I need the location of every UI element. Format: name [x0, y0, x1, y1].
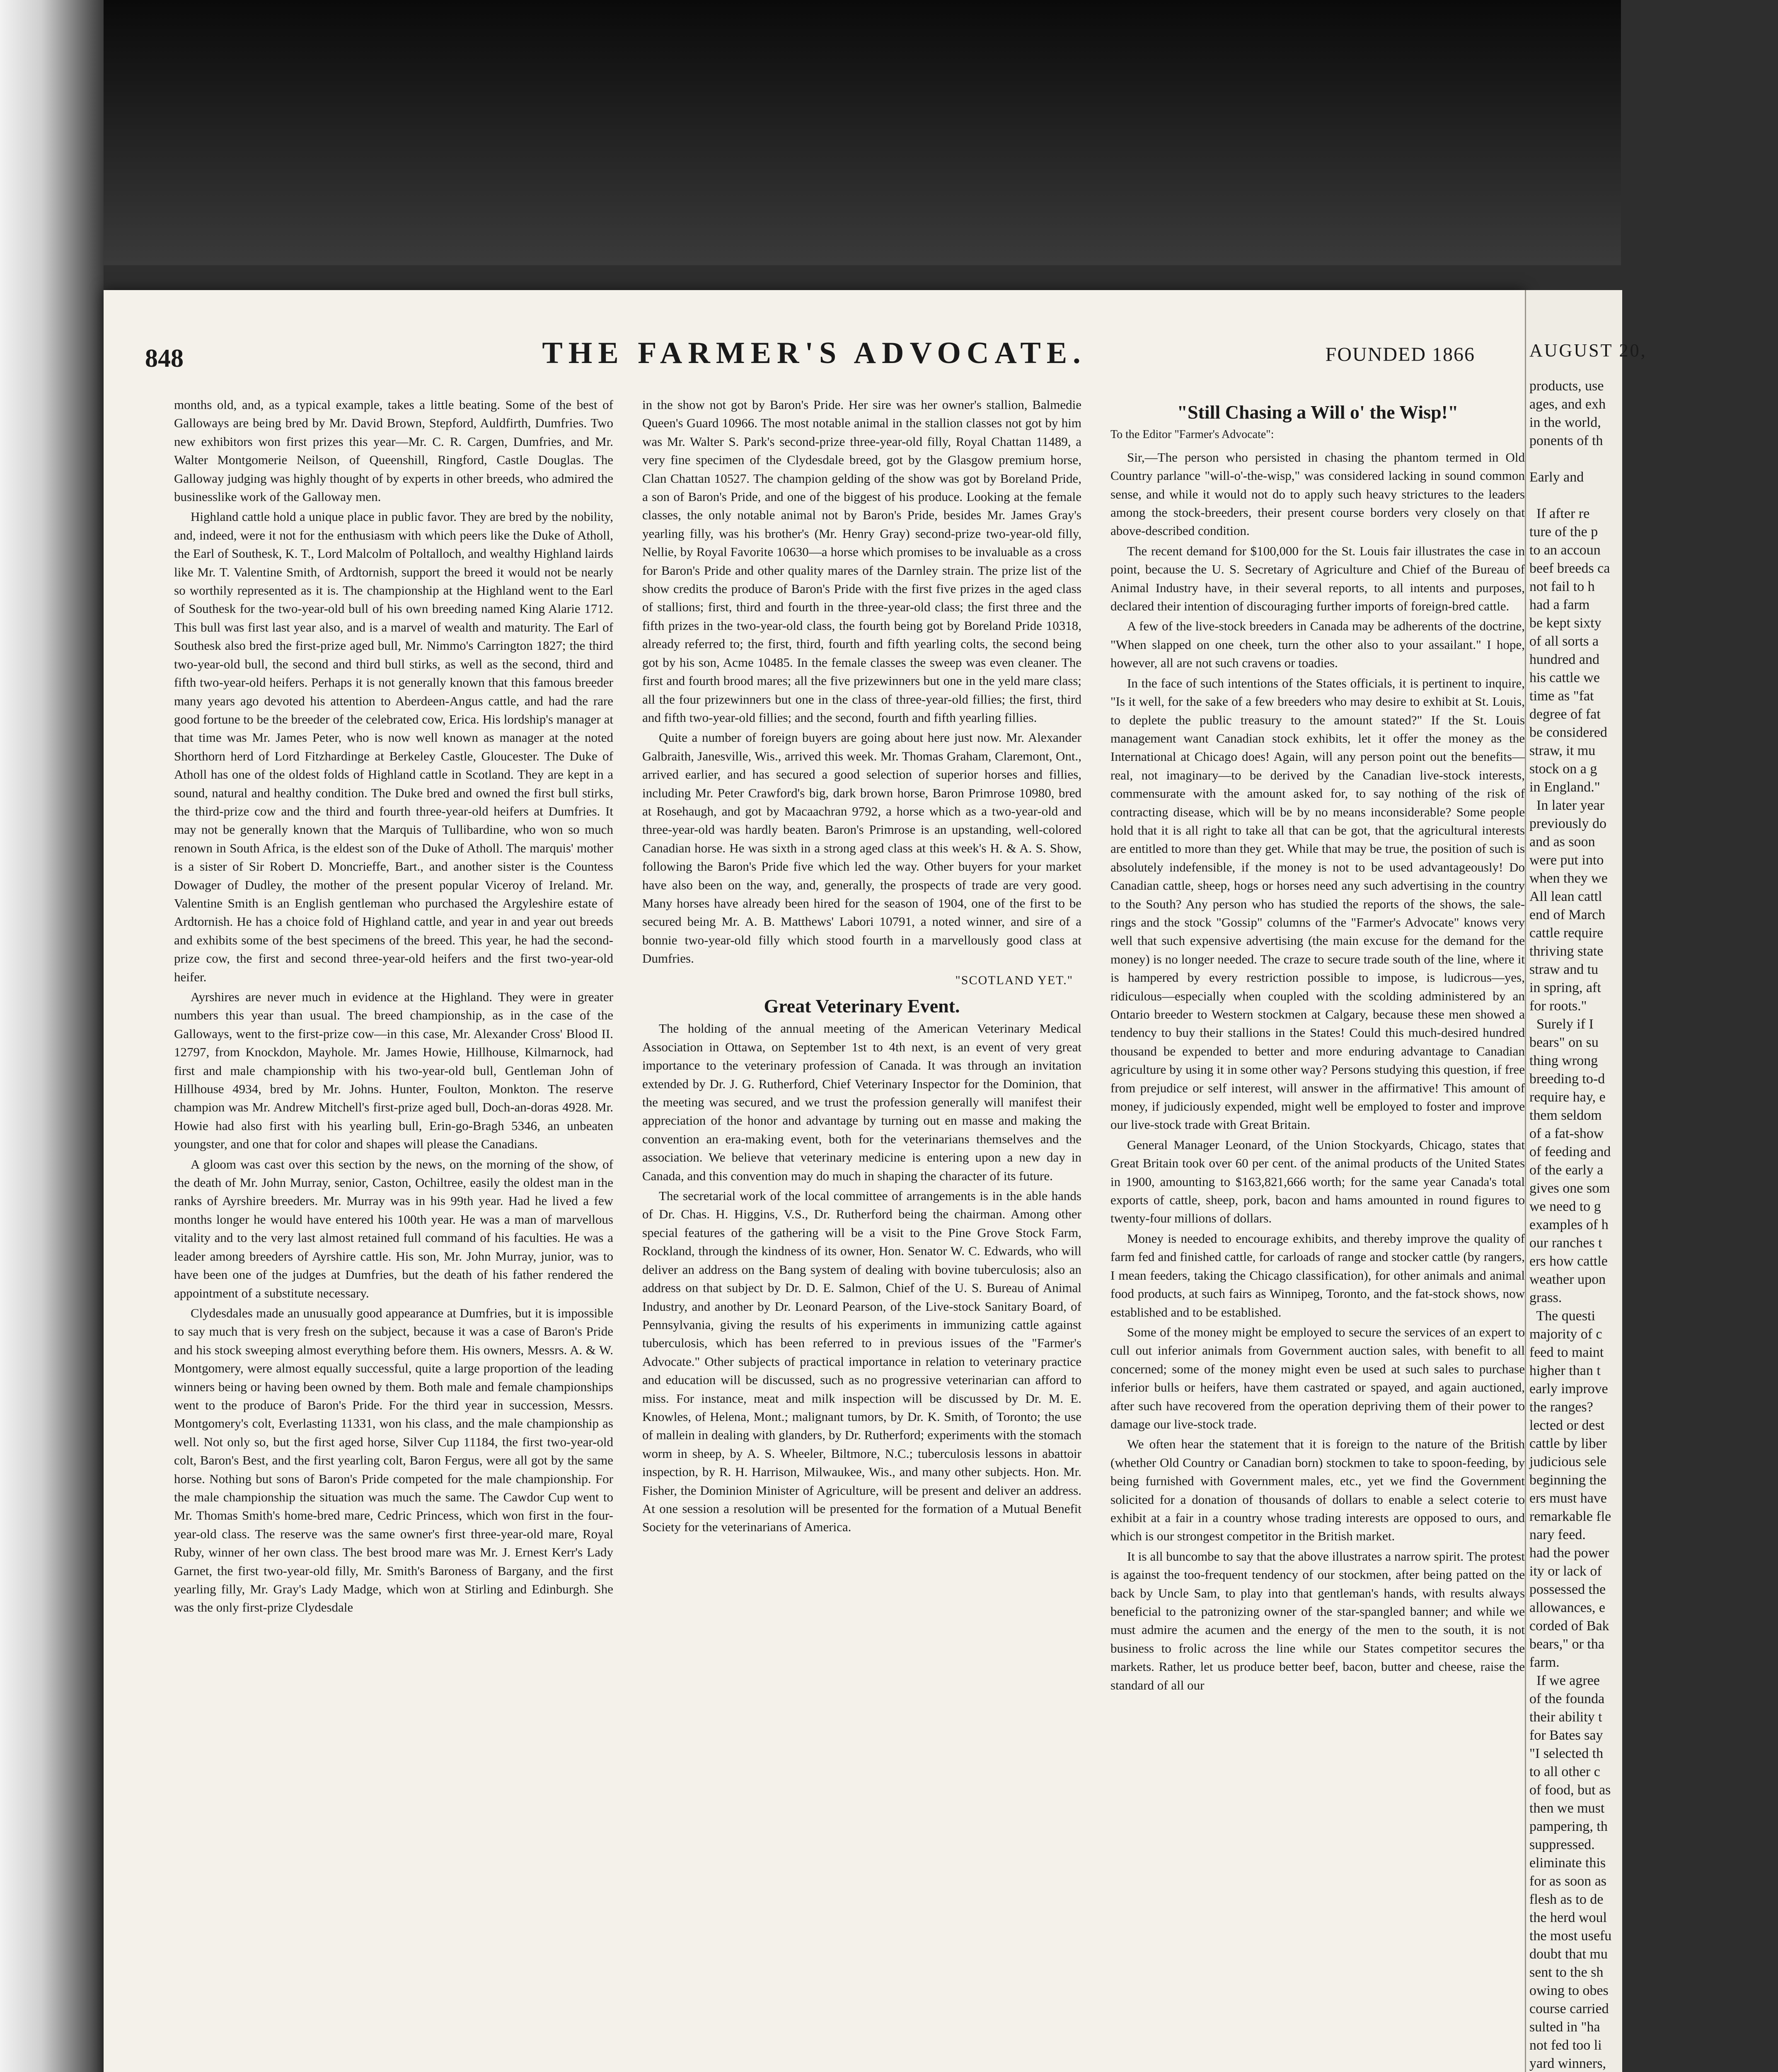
page-number: 848 [145, 344, 184, 373]
paragraph: A gloom was cast over this section by the news, on the morning of the show, of the death of Mr. John Murray, senior, Caston, Ochiltree, easily the oldest man in the ranks of Ayrshire breeders. Mr. Murray was in his 99th year. Had he lived a few months longer he would have entered his 100th year. He was a man of marvellous vitality and to the very last almost retained full command of his faculties. He was a leader among breeders of Ayrshire cattle. His son, Mr. John Murray, junior, was to have been one of the judges at Dumfries, but the death of his father rendered the appointment of a substitute necessary. [174, 1157, 613, 1300]
paragraph: General Manager Leonard, of the Union Stockyards, Chicago, states that Great Britain took over 60 per cent. of the animal products of the United States in 1900, amounting to $163,821,666 worth; for the same year Canada's total exports of cattle, sheep, pork, bacon and hams amounted in round figures to twenty-four millions of dollars. [1110, 1137, 1525, 1226]
paragraph: in the show not got by Baron's Pride. Her sire was her owner's stallion, Balmedie Queen's Guard 10966. The most notable animal in the stallion classes not got by him was Mr. Walter S. Park's second-prize three-year-old filly, Royal Chattan 11489, a very fine specimen of the Clydesdale breed, got by the Glasgow premium horse, Clan Chattan 10527. The champion gelding of the show was got by Boreland Pride, a son of Baron's Pride, and one of the biggest of his produce. Looking at the female classes, the only notable animal not by Baron's Pride, besides Mr. James Gray's yearling filly, was his brother's (Mr. Henry Gray) second-prize two-year-old filly, Nellie, by Royal Favorite 10630—a horse which promises to be invaluable as a cross for Baron's Pride and other quality mares of the Darnley strain. The prize list of the show credits the produce of Baron's Pride with the first five prizes in the aged class of stallions; first, third and fourth in the three-year-old class; the first three and the fifth prizes in the two-year-old class, the fourth being got by Boreland Pride 10318, already referred to; the first, third, fourth and fifth yearling colts, the second being got by his son, Acme 10485. In the female classes the sweep was even cleaner. The first and fourth brood mares; all the five prizewinners but one in the yeld mare class; all the four prizewinners but one in the class of three-year-old fillies; the first, third and fifth two-year-old fillies; and the second, fourth and fifth yearling fillies. [642, 397, 1081, 725]
column-1 [174, 396, 613, 2072]
paragraph: In the face of such intentions of the States officials, it is pertinent to inquire, "Is it well, for the sake of a few breeders who may desire to exhibit at St. Louis, to deplete the public treasury to the amount stated?" If the St. Louis management want Canadian stock exhibits, let it offer the money as the International at Chicago does! Again, will any person point out the benefits—real, not imaginary—to be derived by the Canadian live-stock interests, commensurate with the amount asked for, to say nothing of the risk of contracting disease, which will be by no means inconsiderable? Some people hold that it is all right to take all that can be got, that the agricultural interests are entitled to more than they get. While that may be true, the position of such is absolutely indefensible, if the money is not to be used advantageously! Do Canadian cattle, sheep, hogs or horses need any such advertising in the country to the South? Any person who has studied the reports of the shows, the sale-rings and the stock "Gossip" columns of the "Farmer's Advocate" knows very well that such expensive advertising (the main excuse for the demand for the money) is no longer needed. The craze to secure trade south of the line, where it is hampered by every restriction possible to impose, is ludicrous—yes, ridiculous—especially when coupled with the scolding administered by an Ontario breeder to Western stockmen at Calgary, because these men showed a tendency to buy their stallions in the States! Could this much-desired hundred thousand be expended to better and more enduring advantage to Canadian agriculture by using it in some other way? Persons studying this question, if free from prejudice or self interest, will answer in the affirmative! This amount of money, if judiciously expended, might well be employed to foster and improve our live-stock trade with Great Britain. [1110, 675, 1525, 1132]
paragraph: Clydesdales made an unusually good appearance at Dumfries, but it is impossible to say much that is very fresh on the subject, because it was a case of Baron's Pride and his stock sweeping almost everything before them. His owners, Messrs. A. & W. Montgomery, were almost equally successful, quite a large proportion of the leading winners being or having been owned by them. Both male and female championships went to the produce of Baron's Pride. For the third year in succession, Messrs. Montgomery's colt, Everlasting 11331, won his class, and the male championship as well. Not only so, but the first aged horse, Silver Cup 11184, the first two-year-old colt, Baron's Best, and the first yearling colt, Baron Fergus, were all got by the same horse. Nothing but sons of Baron's Pride competed for the male championship. For the male championship the situation was much the same. The Cawdor Cup went to Mr. Thomas Smith's home-bred mare, Cedric Princess, which won first in the four-year-old class. The reserve was the same owner's first three-year-old mare, Royal Ruby, winner of her own class. The best brood mare was Mr. J. Ernest Kerr's Lady Garnet, the first two-year-old filly, Mr. Smith's Baroness of Bargany, and the first yearling filly, Mr. Gray's Lady Madge, which won at Stirling and Edinburgh. She was the only first-prize Clydesdale [174, 1305, 613, 1615]
paragraph: The holding of the annual meeting of the American Veterinary Medical Association in Ottawa, on September 1st to 4th next, is an event of very great importance to the veterinary profession of Canada. It was through an invitation extended by Dr. J. G. Rutherford, Chief Veterinary Inspector for the Dominion, that the meeting was secured, and we trust the profession generally will manifest their appreciation of the honor and advantage by turning out en masse and making the convention an era-making event, both for the veterinarians themselves and the association. We believe that veterinary medicine is entering upon a new day in Canada, and this convention may do much in shaping the character of its future. [642, 1021, 1081, 1183]
paragraph: months old, and, as a typical example, takes a little beating. Some of the best of Galloways are being bred by Mr. David Brown, Stepford, Auldfirth, Dumfries. Two new exhibitors won first prizes this year—Mr. C. R. Cargen, Dumfries, and Mr. Walter Montgomerie Neilson, of Queenshill, Ringford, Castle Douglas. The Galloway judging was highly thought of by experts in other breeds, who admired the businesslike work of the Galloway men. [174, 397, 613, 504]
paragraph: Quite a number of foreign buyers are going about here just now. Mr. Alexander Galbraith, Janesville, Wis., arrived this week. Mr. Thomas Graham, Claremont, Ont., arrived earlier, and has secured a good selection of superior horses and fillies, including Mr. Peter Crawford's big, dark brown horse, Baron Primrose 10980, bred at Rosehaugh, and got by Macaachran 9792, a horse which as a two-year-old and three-year-old was hardly beaten. Baron's Primrose is an upstanding, well-colored Canadian horse. He was sixth in a strong aged class at this week's H. & A. S. Show, following the Baron's Pride five which led the way. Other buyers for your market have also been on the way, and, generally, the prospects of trade are very good. Many horses have already been hired for the season of 1904, one of the first to be secured being Mr. A. B. Matthews' Labori 10791, a noted winner, and sire of a bonnie two-year-old filly which stood fourth in a marvellously good class at Dumfries. [642, 730, 1081, 966]
paragraph: We often hear the statement that it is foreign to the nature of the British (whether Old Country or Canadian born) stockmen to take to spoon-feeding, by being furnished with Government males, etc., yet we find the Government solicited for a donation of thousands of dollars to enable a select coterie to exhibit at a fair in a country whose trading interests are opposed to ours, and which is our strongest competitor in the British market. [1110, 1437, 1525, 1544]
paragraph: Ayrshires are never much in evidence at the Highland. They were in greater numbers this year than usual. The breed championship, as in the case of the Galloways, went to the first-prize cow—in this case, Mr. Alexander Cross' Blood II. 12797, from Knockdon, Mayhole. Mr. James Howie, Hillhouse, Kilmarnock, had first and male championship with his two-year-old bull, Gentleman John of Hillhouse 4934, bred by Mr. Johns. Hunter, Foulton, Monkton. The reserve champion was Mr. Andrew Mitchell's first-prize aged bull, Doch-an-doras 4928. Mr. Howie had also first with his yearling bull, Erin-go-Bragh 5346, an unbeaten youngster, and one that for color and shapes will please the Canadians. [174, 990, 613, 1152]
column-3 [1110, 396, 1525, 2072]
newspaper-page [104, 290, 1525, 2072]
paragraph: Some of the money might be employed to secure the services of an expert to cull out inferior animals from Government auction sales, with benefit to all concerned; some of the money might even be used at such sales to purchase inferior bulls or heifers, have them castrated or spayed, and again auctioned, after such have recovered from the operation depriving them of their power to damage our live-stock trade. [1110, 1324, 1525, 1431]
paragraph: Highland cattle hold a unique place in public favor. They are bred by the nobility, and, indeed, were it not for the enthusiasm with which peers like the Duke of Atholl, the Earl of Southesk, K. T., Lord Malcolm of Poltalloch, and wealthy Highland lairds like Mr. T. Valentine Smith, of Ardtornish, support the breed it would not be nearly so worthily represented as it is. The championship at the Highland went to the Earl of Southesk for the two-year-old bull of his own breeding named King Alarie 1712. This bull was first last year also, and is a marvel of wealth and maturity. The Earl of Southesk also bred the first-prize aged bull, Mr. Nimmo's Carrington 1827; the third two-year-old bull, the second and third bull stirks, as well as the second, third and fifth two-year-old heifers. Perhaps it is not generally known that this famous breeder many years ago devoted his attention to Aberdeen-Angus cattle, and had the rare good fortune to be the breeder of the celebrated cow, Erica. His lordship's manager at that time was Mr. James Peter, who is now well known as manager at the noted Shorthorn herd of Lord Fitzhardinge at Berkeley Castle, Gloucester. The Duke of Atholl has one of the oldest folds of Highland cattle in Scotland. They are kept in a sound, natural and healthy condition. The Duke bred and owned the first bull stirks, the third-prize cow and the third and fourth three-year-old heifers at Dumfries. It may not be generally known that the Marquis of Tullibardine, who won so much renown in South Africa, is the eldest son of the Duke of Atholl. The marquis' mother is a sister of Sir Robert D. Moncrieffe, Bart., and another sister is the Countess Dowager of Dudley, the mother of the present popular Viceroy of Ireland. Mr. Valentine Smith is an English gentleman who purchased the Argyleshire estate of Ardtornish. He has a choice fold of Highland cattle, and year in and year out breeds and exhibits some of the best specimens of the breed. This year, he had the second-prize cow, the first and second three-year-old heifers and the first two-year-old heifer. [174, 509, 613, 984]
article-title-will-o-the-wisp: "Still Chasing a Will o' the Wisp!" [1177, 402, 1459, 423]
scan-background-left [0, 0, 104, 2072]
adjacent-page-running-head: AUGUST 20, [1529, 340, 1647, 361]
adjacent-page-text: products, use ages, and exh in the world, ponents of th Early and If after re ture of the p to an accoun beef breeds ca not fail to h had a farm be kept sixty of all sorts a hundred and his cattle we time as "fat degree of fat be considered straw, it mu stock on a g in England." In later year previously do and as soon were put into when they we All lean cattl end of March cattle require thriving state straw and tu in spring, aft for roots." Surely if I bears" on su thing wrong breeding to-d require hay, e them seldom of a fat-show of feeding and of the early a gives one som we need to g examples of h our ranches t ers how cattle weather upon grass. The questi majority of c feed to maint higher than t early improve the ranges? lected or dest cattle by liber judicious sele beginning the ers must have remarkable fle nary feed. had the power ity or lack of possessed the allowances, e corded of Bak bears," or tha farm. If we agree of the founda their ability t for Bates say "I selected th to all other c of food, but as then we must pampering, th suppressed. eliminate this for as soon as flesh as to de the herd woul the most usefu doubt that mu sent to the sh owing to obes course carried sulted in "ha not fed too li yard winners, [1529, 378, 1612, 2071]
founded-line: FOUNDED 1866 [1325, 344, 1475, 366]
article-title-veterinary: Great Veterinary Event. [764, 995, 960, 1017]
paragraph: Money is needed to encourage exhibits, and thereby improve the quality of farm fed and finished cattle, for carloads of range and stocker cattle (by rangers, I mean feeders, taking the Chicago classification), for other animals and animal food products, at such fairs as Winnipeg, Toronto, and the fat-stock shows, now established and to be established. [1110, 1231, 1525, 1319]
paragraph: Sir,—The person who persisted in chasing the phantom termed in Old Country parlance "will-o'-the-wisp," was considered lacking in sound common sense, and while it would not do to apply such heavy strictures to the leaders among the stock-breeders, their present course borders very closely on that above-described condition. [1110, 450, 1525, 538]
adjacent-page-edge [1525, 290, 1647, 2072]
paragraph: A few of the live-stock breeders in Canada may be adherents of the doctrine, "When slapped on one cheek, turn the other also to your assailant." I hope, however, all are not such cravens or toadies. [1110, 619, 1525, 670]
scan-background-top [0, 0, 1621, 265]
paragraph: It is all buncombe to say that the above illustrates a narrow spirit. The protest is against the too-frequent tendency of our stockmen, after being patted on the back by Uncle Sam, to play into that gentleman's hands, with results always beneficial to the patronizing owner of the star-spangled banner; and while we must admire the acumen and the energy of the men to the south, it is not business to frolic across the line while our States competitor secures the markets. Rather, let us produce better beef, bacon, butter and cheese, raise the standard of all our [1110, 1549, 1525, 1692]
page-header [104, 336, 1525, 381]
letter-salutation: To the Editor "Farmer's Advocate": [1110, 428, 1274, 441]
paragraph: The secretarial work of the local committee of arrangements is in the able hands of Dr. Chas. H. Higgins, V.S., Dr. Rutherford being the chairman. Among other special features of the gathering will be a visit to the Pine Grove Stock Farm, Rockland, through the kindness of its owner, Hon. Senator W. C. Edwards, who will deliver an address on the Bang system of dealing with bovine tuberculosis; also an address on that subject by Dr. D. E. Salmon, Chief of the U. S. Bureau of Animal Industry, and another by Dr. Leonard Pearson, of the Live-stock Sanitary Board, of Pennsylvania, giving the results of his experiments in immunizing cattle against tuberculosis, which has been referred to in previous issues of the "Farmer's Advocate." Other subjects of practical importance in relation to veterinary practice and education will be discussed, such as no progressive veterinarian can afford to miss. For instance, meat and milk inspection will be discussed by Dr. M. E. Knowles, of Helena, Mont.; malignant tumors, by Dr. K. Smith, of Toronto; the use of mallein in dealing with glanders, by Dr. Rutherford; experiments with the stomach worm in sheep, by A. S. Wheeler, Biltmore, N.C.; tuberculosis lessons in abattoir inspection, by R. H. Harrison, Milwaukee, Wis., and many other subjects. Hon. Mr. Fisher, the Dominion Minister of Agriculture, will be present and deliver an address. At one session a resolution will be presented for the formation of a Mutual Benefit Society for the veterinarians of America. [642, 1188, 1081, 1535]
article-signature: "SCOTLAND YET." [955, 973, 1073, 987]
column-2 [642, 396, 1081, 2072]
paragraph: The recent demand for $100,000 for the St. Louis fair illustrates the case in point, because the U. S. Secretary of Agriculture and Chief of the Bureau of Animal Industry have, in their several reports, to all intents and purposes, declared their intention of discouraging further imports of foreign-bred cattle. [1110, 543, 1525, 614]
masthead-title: THE FARMER'S ADVOCATE. [542, 336, 1086, 370]
